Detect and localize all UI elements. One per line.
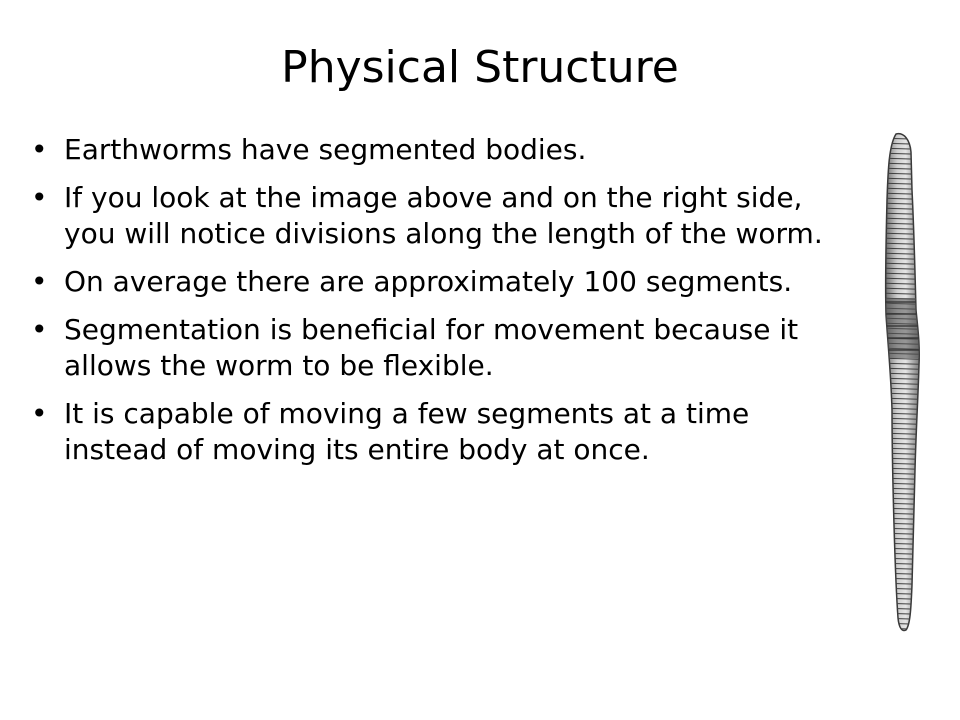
bullet-icon: • [31,133,48,166]
bullet-item [31,180,854,252]
bullet-icon: • [31,181,48,214]
bullet-text: Segmentation is beneficial for movement because it allows the worm to be flexible. [64,313,799,382]
bullet-item [31,264,854,300]
bullet-icon: • [31,265,48,298]
bullet-text: It is capable of moving a few segments at a time instead of moving its entire body at once. [64,397,750,466]
bullet-text: Earthworms have segmented bodies. [64,133,587,166]
bullet-list [31,132,854,480]
bullet-item [31,312,854,384]
bullet-text: On average there are approximately 100 segments. [64,265,793,298]
worm-clitellum [881,298,923,358]
bullet-icon: • [31,397,48,430]
bullet-item [31,132,854,168]
earthworm-illustration-icon [866,130,934,632]
bullet-icon: • [31,313,48,346]
slide-title: Physical Structure [281,42,679,93]
bullet-item [31,396,854,468]
bullet-text: If you look at the image above and on the right side, you will notice divisions along the length of the worm. [64,181,823,250]
